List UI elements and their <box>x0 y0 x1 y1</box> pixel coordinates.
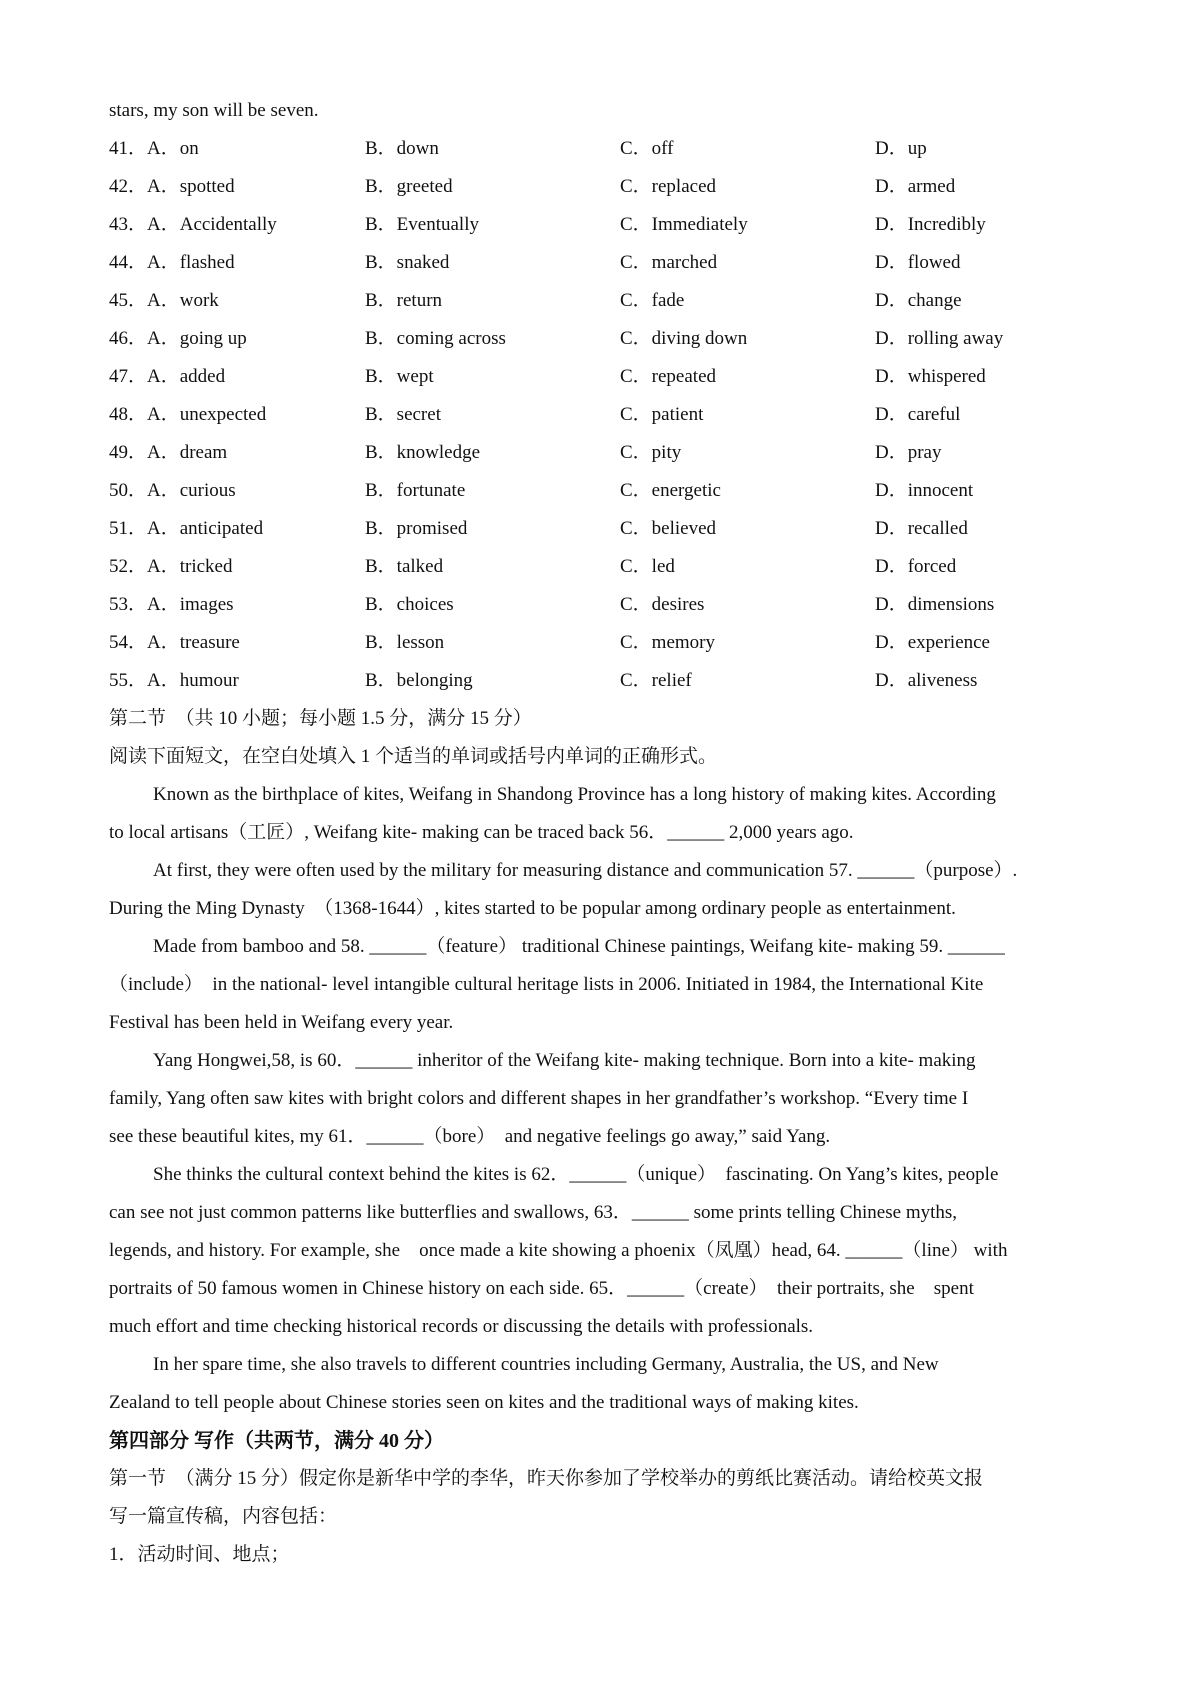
option-a: 53．A．images <box>109 594 234 615</box>
option-row <box>109 130 1109 168</box>
option-b: B．talked <box>365 556 444 577</box>
passage-line: Festival has been held in Weifang every year. <box>109 1012 454 1033</box>
option-a: 41．A．on <box>109 138 199 159</box>
writing-line: 写一篇宣传稿，内容包括： <box>109 1506 338 1527</box>
option-b: B．wept <box>365 366 434 387</box>
option-b: B．snaked <box>365 252 450 273</box>
section2-heading: 第二节 （共 10 小题；每小题 1.5 分，满分 15 分） <box>109 708 532 729</box>
option-c: C．repeated <box>620 366 717 387</box>
option-d: D．experience <box>875 632 990 653</box>
passage-line: Zealand to tell people about Chinese stories seen on kites and the traditional ways of making kites. <box>109 1392 859 1413</box>
option-b: B．coming across <box>365 328 506 349</box>
section2-instruction: 阅读下面短文，在空白处填入 1 个适当的单词或括号内单词的正确形式。 <box>109 746 718 767</box>
option-d: D．Incredibly <box>875 214 986 235</box>
option-d: D．careful <box>875 404 961 425</box>
option-a: 42．A．spotted <box>109 176 235 197</box>
option-a: 49．A．dream <box>109 442 228 463</box>
option-a: 43．A．Accidentally <box>109 214 277 235</box>
intro-line: stars, my son will be seven. <box>109 100 319 121</box>
passage-line: Known as the birthplace of kites, Weifang in Shandong Province has a long history of making kites. According <box>153 784 996 805</box>
option-b: B．lesson <box>365 632 445 653</box>
option-c: C．pity <box>620 442 682 463</box>
passage-line: portraits of 50 famous women in Chinese history on each side. 65．______（create） their portraits, she spent <box>109 1278 974 1299</box>
passage-line: （include） in the national- level intangible cultural heritage lists in 2006. Initiated in 1984, the International Kite <box>109 974 984 995</box>
option-row <box>109 168 1109 206</box>
option-b: B．knowledge <box>365 442 481 463</box>
option-a: 55．A．humour <box>109 670 239 691</box>
option-a: 52．A．tricked <box>109 556 233 577</box>
option-row <box>109 624 1109 662</box>
option-row <box>109 472 1109 510</box>
option-c: C．patient <box>620 404 704 425</box>
option-b: B．secret <box>365 404 441 425</box>
option-d: D．pray <box>875 442 942 463</box>
option-c: C．believed <box>620 518 717 539</box>
option-d: D．rolling away <box>875 328 1004 349</box>
option-c: C．relief <box>620 670 692 691</box>
option-b: B．fortunate <box>365 480 466 501</box>
exam-page <box>109 92 1109 1574</box>
passage <box>109 776 1109 1422</box>
passage-line: see these beautiful kites, my 61．______（bore） and negative feelings go away,” said Yang. <box>109 1126 831 1147</box>
option-row <box>109 320 1109 358</box>
option-d: D．change <box>875 290 962 311</box>
option-d: D．armed <box>875 176 956 197</box>
option-d: D．flowed <box>875 252 961 273</box>
writing-line: 第一节 （满分 15 分）假定你是新华中学的李华，昨天你参加了学校举办的剪纸比赛活动。请给校英文报 <box>109 1468 984 1489</box>
option-c: C．energetic <box>620 480 721 501</box>
passage-line: In her spare time, she also travels to different countries including Germany, Australia, the US, and New <box>153 1354 939 1375</box>
option-row <box>109 662 1109 700</box>
passage-line: She thinks the cultural context behind the kites is 62．______（unique） fascinating. On Yang’s kites, people <box>153 1164 999 1185</box>
passage-line: Yang Hongwei,58, is 60．______ inheritor of the Weifang kite- making technique. Born into a kite- making <box>153 1050 976 1071</box>
option-d: D．forced <box>875 556 957 577</box>
option-a: 48．A．unexpected <box>109 404 267 425</box>
option-d: D．up <box>875 138 927 159</box>
passage-line: At first, they were often used by the military for measuring distance and communication 57. ______（purpose）. <box>153 860 1018 881</box>
option-c: C．desires <box>620 594 705 615</box>
option-c: C．memory <box>620 632 715 653</box>
option-c: C．Immediately <box>620 214 748 235</box>
options-list <box>109 130 1109 700</box>
option-row <box>109 244 1109 282</box>
passage-line: Made from bamboo and 58. ______（feature） traditional Chinese paintings, Weifang kite- making 59. ______ <box>153 936 1005 957</box>
option-b: B．Eventually <box>365 214 479 235</box>
option-a: 54．A．treasure <box>109 632 240 653</box>
passage-line: much effort and time checking historical records or discussing the details with professionals. <box>109 1316 814 1337</box>
option-c: C．replaced <box>620 176 717 197</box>
option-row <box>109 282 1109 320</box>
writing-task <box>109 1460 1109 1574</box>
option-row <box>109 548 1109 586</box>
option-b: B．down <box>365 138 439 159</box>
option-d: D．aliveness <box>875 670 978 691</box>
option-b: B．choices <box>365 594 454 615</box>
option-d: D．innocent <box>875 480 974 501</box>
option-row <box>109 206 1109 244</box>
writing-line: 1．活动时间、地点； <box>109 1544 290 1565</box>
option-c: C．marched <box>620 252 718 273</box>
option-a: 45．A．work <box>109 290 219 311</box>
option-a: 47．A．added <box>109 366 226 387</box>
passage-line: legends, and history. For example, she once made a kite showing a phoenix（凤凰）head, 64. ______（line） with <box>109 1240 1008 1261</box>
option-b: B．return <box>365 290 443 311</box>
option-row <box>109 396 1109 434</box>
option-a: 51．A．anticipated <box>109 518 264 539</box>
option-a: 46．A．going up <box>109 328 247 349</box>
option-c: C．off <box>620 138 674 159</box>
part4-heading: 第四部分 写作（共两节，满分 40 分） <box>109 1430 444 1452</box>
passage-line: to local artisans（工匠）, Weifang kite- making can be traced back 56．______ 2,000 years ago. <box>109 822 854 843</box>
option-b: B．promised <box>365 518 468 539</box>
option-row <box>109 586 1109 624</box>
option-a: 44．A．flashed <box>109 252 235 273</box>
option-c: C．diving down <box>620 328 748 349</box>
option-b: B．greeted <box>365 176 453 197</box>
option-d: D．whispered <box>875 366 986 387</box>
option-d: D．dimensions <box>875 594 995 615</box>
option-d: D．recalled <box>875 518 968 539</box>
option-c: C．fade <box>620 290 685 311</box>
passage-line: family, Yang often saw kites with bright colors and different shapes in her grandfather’s workshop. “Every time I <box>109 1088 969 1109</box>
passage-line: During the Ming Dynasty （1368-1644）, kites started to be popular among ordinary people as entertainment. <box>109 898 956 919</box>
option-b: B．belonging <box>365 670 473 691</box>
passage-line: can see not just common patterns like butterflies and swallows, 63．______ some prints telling Chinese myths, <box>109 1202 958 1223</box>
option-row <box>109 358 1109 396</box>
option-c: C．led <box>620 556 675 577</box>
option-row <box>109 434 1109 472</box>
option-a: 50．A．curious <box>109 480 236 501</box>
option-row <box>109 510 1109 548</box>
